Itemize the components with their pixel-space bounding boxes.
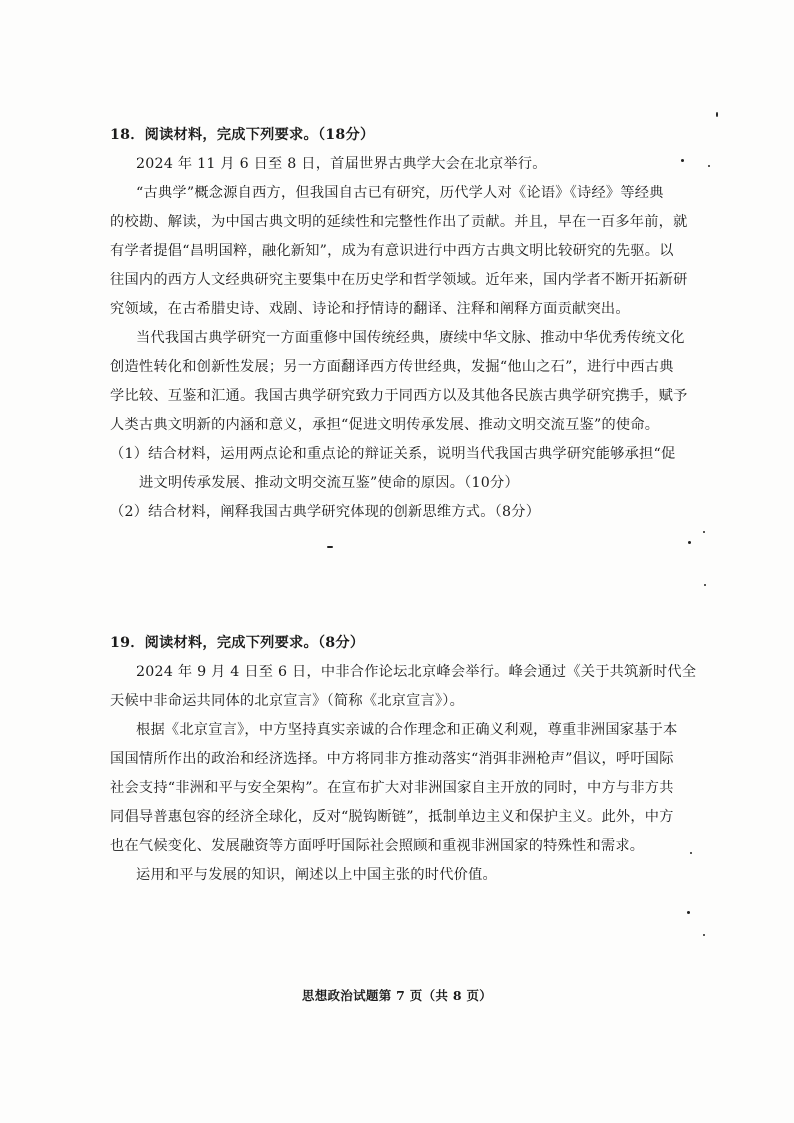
q18-paragraph-2-line-5: 究领域，在古希腊史诗、戏剧、诗论和抒情诗的翻译、注释和阐释方面贡献突出。 <box>110 301 630 317</box>
q19-paragraph-2-line-3: 社会支持“非洲和平与安全架构”。在宣布扩大对非洲国家自主开放的同时，中方与非方共 <box>110 780 674 796</box>
q19-paragraph-2-line-4: 同倡导普惠包容的经济全球化，反对“脱钩断链”，抵制单边主义和保护主义。此外，中方 <box>110 809 674 825</box>
q18-paragraph-2-line-3: 有学者提倡“昌明国粹，融化新知”，成为有意识进行中西方古典文明比较研究的先驱。以 <box>110 243 674 259</box>
q18-paragraph-2-line-4: 往国内的西方人文经典研究主要集中在历史学和哲学领域。近年来，国内学者不断开拓新研 <box>110 272 688 288</box>
q18-paragraph-3-line-2: 创造性转化和创新性发展；另一方面翻译西方传世经典，发掘“他山之石”，进行中西古典 <box>110 359 674 375</box>
question-18-title: 18．阅读材料，完成下列要求。（18分） <box>110 127 375 143</box>
q19-task: 运用和平与发展的知识，阐述以上中国主张的时代价值。 <box>136 867 497 883</box>
scan-speck <box>681 159 684 162</box>
scan-speck <box>688 541 691 544</box>
q18-paragraph-2-line-2: 的校勘、解读，为中国古典文明的延续性和完整性作出了贡献。并且，早在一百多年前，就 <box>110 214 688 230</box>
scan-speck <box>327 546 333 548</box>
scan-speck <box>687 911 690 914</box>
scan-speck <box>716 112 718 117</box>
q19-paragraph-2-line-2: 国国情所作出的政治和经济选择。中方将同非方推动落实“消弭非洲枪声”倡议，呼吁国际 <box>110 751 674 767</box>
q18-paragraph-3-line-1: 当代我国古典学研究一方面重修中国传统经典，赓续中华文脉、推动中华优秀传统文化 <box>136 330 685 346</box>
q19-paragraph-1-line-1: 2024 年 9 月 4 日至 6 日，中非合作论坛北京峰会举行。峰会通过《关于共筑新时代全 <box>136 664 697 680</box>
scan-speck <box>690 852 692 854</box>
q18-subquestion-1-line-2: 进文明传承发展、推动文明交流互鉴”使命的原因。（10分） <box>139 475 519 491</box>
q18-subquestion-2: （2）结合材料，阐释我国古典学研究体现的创新思维方式。（8分） <box>110 504 541 520</box>
scan-speck <box>703 531 705 533</box>
scan-speck <box>708 165 710 167</box>
q18-subquestion-1-line-1: （1）结合材料，运用两点论和重点论的辩证关系，说明当代我国古典学研究能够承担“促 <box>110 446 676 462</box>
q18-paragraph-1: 2024 年 11 月 6 日至 8 日，首届世界古典学大会在北京举行。 <box>136 156 547 172</box>
question-19-title: 19．阅读材料，完成下列要求。（8分） <box>110 635 365 651</box>
q18-paragraph-3-line-4: 人类古典文明新的内涵和意义，承担“促进文明传承发展、推动文明交流互鉴”的使命。 <box>110 417 660 433</box>
q19-paragraph-2-line-5: 也在气候变化、发展融资等方面呼吁国际社会照顾和重视非洲国家的特殊性和需求。 <box>110 838 645 854</box>
page-footer: 思想政治试题第 7 页（共 8 页） <box>301 988 493 1003</box>
scan-speck <box>703 934 705 936</box>
q18-paragraph-2-line-1: “古典学”概念源自西方，但我国自古已有研究，历代学人对《论语》《诗经》等经典 <box>136 185 664 201</box>
q19-paragraph-1-line-2: 天候中非命运共同体的北京宣言》（简称《北京宣言》）。 <box>110 693 465 709</box>
scan-speck <box>704 584 706 586</box>
q19-paragraph-2-line-1: 根据《北京宣言》，中方坚持真实亲诚的合作理念和正确义利观，尊重非洲国家基于本 <box>136 722 678 738</box>
q18-paragraph-3-line-3: 学比较、互鉴和汇通。我国古典学研究致力于同西方以及其他各民族古典学研究携手，赋予 <box>110 388 688 404</box>
